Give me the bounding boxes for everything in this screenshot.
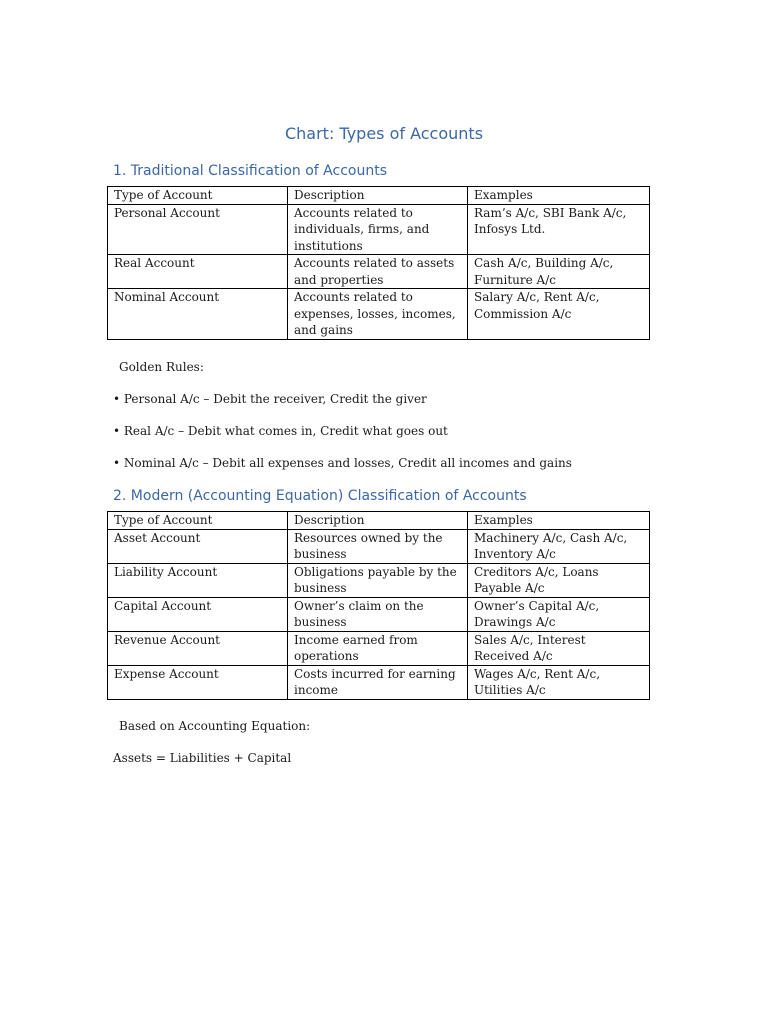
table-cell: Resources owned by the business [288, 529, 468, 563]
table-cell: Liability Account [108, 563, 288, 597]
header-cell: Type of Account [108, 187, 288, 205]
section-1-heading: 1. Traditional Classification of Accounts [113, 163, 387, 179]
table-cell: Accounts related to expenses, losses, incomes, and gains [288, 289, 468, 340]
table-row [108, 597, 650, 631]
table-cell: Accounts related to assets and properties [288, 255, 468, 289]
rule-personal: • Personal A/c – Debit the receiver, Credit the giver [113, 392, 427, 406]
header-cell: Examples [468, 512, 650, 530]
table-row [108, 204, 650, 255]
rule-nominal: • Nominal A/c – Debit all expenses and losses, Credit all incomes and gains [113, 456, 572, 470]
modern-accounts-table [107, 511, 650, 700]
table-row [108, 529, 650, 563]
table-cell: Obligations payable by the business [288, 563, 468, 597]
table-cell: Salary A/c, Rent A/c, Commission A/c [468, 289, 650, 340]
table-cell: Sales A/c, Interest Received A/c [468, 631, 650, 665]
table-row [108, 631, 650, 665]
table-cell: Ram’s A/c, SBI Bank A/c, Infosys Ltd. [468, 204, 650, 255]
table-header-row [108, 512, 650, 530]
page-title: Chart: Types of Accounts [284, 124, 484, 143]
table-cell: Owner’s claim on the business [288, 597, 468, 631]
table-cell: Wages A/c, Rent A/c, Utilities A/c [468, 665, 650, 699]
table-cell: Asset Account [108, 529, 288, 563]
table-cell: Creditors A/c, Loans Payable A/c [468, 563, 650, 597]
table-header-row [108, 187, 650, 205]
table-row [108, 255, 650, 289]
table-row [108, 289, 650, 340]
table-cell: Income earned from operations [288, 631, 468, 665]
table-cell: Machinery A/c, Cash A/c, Inventory A/c [468, 529, 650, 563]
equation-label: Based on Accounting Equation: [119, 719, 311, 733]
table-cell: Real Account [108, 255, 288, 289]
traditional-accounts-table [107, 186, 650, 340]
header-cell: Description [288, 187, 468, 205]
table-cell: Capital Account [108, 597, 288, 631]
table-cell: Nominal Account [108, 289, 288, 340]
rule-real: • Real A/c – Debit what comes in, Credit what goes out [113, 424, 448, 438]
table-cell: Revenue Account [108, 631, 288, 665]
header-cell: Type of Account [108, 512, 288, 530]
table-row [108, 563, 650, 597]
table-cell: Accounts related to individuals, firms, and institutions [288, 204, 468, 255]
header-cell: Examples [468, 187, 650, 205]
table-cell: Cash A/c, Building A/c, Furniture A/c [468, 255, 650, 289]
header-cell: Description [288, 512, 468, 530]
table-cell: Expense Account [108, 665, 288, 699]
table-cell: Costs incurred for earning income [288, 665, 468, 699]
table-cell: Personal Account [108, 204, 288, 255]
accounting-equation: Assets = Liabilities + Capital [113, 751, 292, 765]
section-2-heading: 2. Modern (Accounting Equation) Classification of Accounts [113, 488, 527, 504]
golden-rules-label: Golden Rules: [119, 360, 204, 374]
table-row [108, 665, 650, 699]
table-cell: Owner’s Capital A/c, Drawings A/c [468, 597, 650, 631]
